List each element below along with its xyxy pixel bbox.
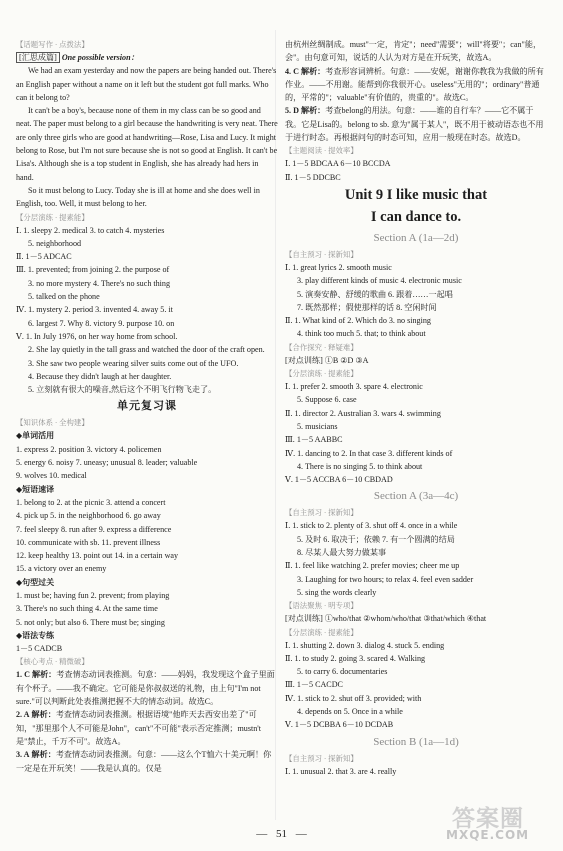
answer-line: 10. communicate with sb. 11. prevent illness <box>16 537 161 547</box>
answer-line: Ⅰ. 1. stick to 2. plenty of 3. shut off 4. once in a while <box>285 521 458 531</box>
answer-line: Ⅱ. 1. to study 2. going 3. scared 4. Walking <box>285 653 426 663</box>
answer-line: 3. no more mystery 4. There's no such thing <box>28 278 171 288</box>
answer-line: 3. play different kinds of music 4. electronic music <box>297 276 462 286</box>
answer-line: Ⅱ. 1. What kind of 2. Which do 3. no singing <box>285 316 431 326</box>
answer-line: [对点训练] ①who/that ②whom/who/that ③that/which ④that <box>285 614 487 624</box>
answer-number: 4. C <box>285 66 299 76</box>
section-header: 【 自主预习 · 探新知 】 <box>285 507 547 519</box>
answer-line: 5. Suppose 6. case <box>297 395 357 405</box>
answer-line: 5. sing the words clearly <box>297 587 377 597</box>
explanation-label: 解析： <box>31 670 57 680</box>
essay-paragraph: So it must belong to Lucy. Today she is ill at home and she does well in English, too. Well, it must belong to her. <box>16 185 260 209</box>
answer-line: 5. 及时 6. 取决于；依赖 7. 有一个圆满的结局 <box>297 534 455 544</box>
answer-line: Ⅳ. 1. stick to 2. shut off 3. provided; with <box>285 693 422 703</box>
answer-line: Ⅳ. 1. dancing to 2. In that case 3. different kinds of <box>285 448 453 458</box>
unit-title: Unit 9 I like music that <box>344 186 488 203</box>
section-header: 【 核心考点 · 精微破 】 <box>16 656 278 668</box>
answer-line: 5. to carry 6. documentaries <box>297 667 388 677</box>
section-header: 【 合作探究 · 释疑难 】 <box>285 342 547 354</box>
explanation-text: 考查形容词辨析。句意：——安妮，谢谢你教我为我做的所有作业。——不用谢。能帮到你我很开心。useless"无用的"；ordinary"普通的，平常的"；valuable"有价值的，贵重的"。故选C。 <box>285 66 544 103</box>
section-heading: Section B (1a—1d) <box>373 735 459 748</box>
answer-line: Ⅴ. 1. In July 1976, on her way home from school. <box>16 331 178 341</box>
answer-line: 1. belong to 2. at the picnic 3. attend a concert <box>16 497 166 507</box>
answer-line: Ⅲ. 1. prevented; from joining 2. the purpose of <box>16 265 170 275</box>
subsection-label: ◆短语速译 <box>16 484 55 494</box>
section-header: 【 分层演练 · 提素能 】 <box>285 627 547 639</box>
explained-answer <box>16 668 278 708</box>
answer-line: 5. musicians <box>297 421 338 431</box>
watermark-url: MXQE.COM <box>446 828 530 842</box>
section-header: 【 自主预习 · 探新知 】 <box>285 249 547 261</box>
answer-line: 5. energy 6. noisy 7. uneasy; unusual 8. leader; valuable <box>16 458 198 468</box>
section-header: 【 分层演练 · 提素能 】 <box>16 212 278 224</box>
explanation-label: 解析： <box>300 106 326 116</box>
answer-line: 9. wolves 10. medical <box>16 471 87 481</box>
explanation-label: 解析： <box>300 66 326 76</box>
essay-intro <box>16 51 278 64</box>
answer-line: 5. neighborhood <box>28 238 82 248</box>
answer-line: 3. Laughing for two hours; to relax 4. feel even sadder <box>297 574 474 584</box>
essay-paragraph: It can't be a boy's, because none of them in my class can be so good and neat. The paper must belong to a girl because the handwriting is very neat. There are only three girls who are good at handwriting—Rose, Lisa and Lucy. It might belong to Rose, but I'm not sure because she is not so good at English. It can't be Lisa's. Although she is a top student in English, she has already had hers in hand. <box>16 106 278 182</box>
answer-number: 5. D <box>285 106 299 116</box>
page-number: — 51 — <box>256 828 307 840</box>
answer-line: [对点训练] ①B ②D ③A <box>285 355 369 365</box>
answer-line: Ⅰ. 1. great lyrics 2. smooth music <box>285 262 392 272</box>
answer-line: 5. not only; but also 6. There must be; singing <box>16 617 165 627</box>
section-header: 【 话题写作 · 点拨法 】 <box>16 39 278 51</box>
review-title: 单元复习课 <box>117 400 177 413</box>
answer-number: 3. A <box>16 750 30 760</box>
answer-line: 6. largest 7. Why 8. victory 9. purpose 10. on <box>28 318 175 328</box>
subsection-label: ◆句型过关 <box>16 577 55 587</box>
answer-line: Ⅱ. 1. feel like watching 2. prefer movies; cheer me up <box>285 561 460 571</box>
answer-line: 2. She lay quietly in the tall grass and watched the door of the craft open. <box>28 345 265 355</box>
answer-line: Ⅲ. 1－5 CACDC <box>285 680 343 690</box>
answer-line: 3. She saw two people wearing silver suits come out of the UFO. <box>28 358 239 368</box>
explanation-text: 考查情态动词表推测。句意：——妈妈，我发现这个盒子里面有个杯子。——我不确定。它可能是你叔叔送的礼物，由上句"I'm not sure."可以判断此处表推测把握不大的情态动词。故选C。 <box>16 670 275 707</box>
explained-answer <box>16 748 278 775</box>
answer-line: 5. 演奏安静、舒缓的歌曲 6. 跟着……一起唱 <box>297 289 453 299</box>
answer-line: Ⅱ. 1－5 ADCAC <box>16 252 72 262</box>
answer-line: Ⅱ. 1－5 DDCBC <box>285 172 341 182</box>
answer-line: 4. There is no singing 5. to think about <box>297 461 423 471</box>
answer-line: Ⅰ. 1. shutting 2. down 3. dialog 4. stuck 5. ending <box>285 640 445 650</box>
section-heading: Section A (3a—4c) <box>373 490 459 503</box>
explanation-label: 解析： <box>31 750 56 760</box>
section-heading: Section A (1a—2d) <box>373 231 459 244</box>
answer-line: 由杭州丝绸制成。must"一定，肯定"；need"需要"；will"将要"；can"能，会"。由句意可知，说话的人认为对方是在开玩笑，故选A。 <box>285 40 542 63</box>
essay-intro-title: One possible version： <box>61 53 139 62</box>
section-header: 【 分层演练 · 提素能 】 <box>285 368 547 380</box>
section-header: 【 语法聚焦 · 明专项 】 <box>285 600 547 612</box>
answer-line: Ⅱ. 1. director 2. Australian 3. wars 4. swimming <box>285 408 441 418</box>
answer-number: 2. A <box>16 710 30 720</box>
explanation-label: 解析： <box>31 710 56 720</box>
explanation-text: 考查情态动词表推测。句意：——这么个T恤六十美元啊！你一定是在开玩笑！——我是认真的。仅是 <box>16 750 272 773</box>
answer-line: 1. must be; having fun 2. prevent; from playing <box>16 590 170 600</box>
answer-line: 1. express 2. position 3. victory 4. policemen <box>16 444 162 454</box>
section-header: 【 自主预习 · 探新知 】 <box>285 753 547 765</box>
answer-line: 5. talked on the phone <box>28 292 100 302</box>
section-header: 【 知识体系 · 全构建 】 <box>16 417 278 429</box>
answer-line: Ⅳ. 1. mystery 2. period 3. invented 4. away 5. it <box>16 305 173 315</box>
section-header: 【 主题阅读 · 提效率 】 <box>285 145 547 157</box>
left-column <box>16 38 278 775</box>
answer-line: 4. depends on 5. Once in a while <box>297 706 403 716</box>
unit-title: I can dance to. <box>370 208 462 225</box>
answer-line: 1－5 CADCB <box>16 644 63 654</box>
answer-line: 4. think too much 5. that; to think about <box>297 329 426 339</box>
answer-line: 7. feel sleepy 8. run after 9. express a difference <box>16 524 172 534</box>
answer-line: 5. 立刻就有很大的噪音,然后这个不明飞行物飞走了。 <box>28 385 217 395</box>
answer-line: Ⅰ. 1. unusual 2. that 3. are 4. really <box>285 766 397 776</box>
answer-line: Ⅴ. 1－5 DCBBA 6－10 DCDAB <box>285 720 394 730</box>
answer-line: Ⅴ. 1－5 ACCBA 6－10 CBDAD <box>285 475 393 485</box>
answer-line: 8. 尽某人最大努力做某事 <box>297 548 387 558</box>
essay-paragraph: We had an exam yesterday and now the papers are being handed out. There's an English paper without a name on it left but the student got full marks. Who can it belong to? <box>16 66 277 102</box>
subsection-label: ◆单词活用 <box>16 431 55 441</box>
explanation-text: 考查情态动词表推测。根据语境"他昨天去西安出差了"可知，"那里那个人不可能是John"，can't"不可能"表示否定推测；mustn't是"禁止，千万不可"。故选A。 <box>16 710 262 746</box>
answer-line: 3. There's no such thing 4. At the same time <box>16 604 158 614</box>
essay-intro-label: [汇思成篇] <box>16 52 60 63</box>
answer-line: Ⅰ. 1－5 BDCAA 6－10 BCCDA <box>285 159 391 169</box>
answer-line: Ⅰ. 1. sleepy 2. medical 3. to catch 4. mysteries <box>16 225 165 235</box>
answer-line: 12. keep healthy 13. point out 14. in a certain way <box>16 551 179 561</box>
explanation-text: 考查belong的用法。句意：——谁的自行车？——它不属于我。它是Lisa的。belong to sb. 意为"属于某人"，既不用于被动语态也不用于进行时态。再根据问句的时态可知，应用一般现在时态。故选D。 <box>285 106 544 143</box>
answer-line: 4. Because they didn't laugh at her daughter. <box>28 371 172 381</box>
explained-answer <box>285 104 547 144</box>
answer-line: Ⅰ. 1. prefer 2. smooth 3. spare 4. electronic <box>285 382 423 392</box>
answer-line: 15. a victory over an enemy <box>16 564 107 574</box>
page-number-value: 51 <box>276 828 287 840</box>
watermark-logo-text: 答案圈 <box>452 806 524 832</box>
explained-answer <box>16 708 278 748</box>
subsection-label: ◆语法专练 <box>16 630 55 640</box>
answer-line: 4. pick up 5. in the neighborhood 6. go away <box>16 511 161 521</box>
answer-number: 1. C <box>16 670 30 680</box>
answer-line: Ⅲ. 1－5 AABBC <box>285 435 343 445</box>
right-column <box>285 38 547 778</box>
explained-answer <box>285 65 547 105</box>
answer-line: 7. 既然那样；假使那样的话 8. 空闲时间 <box>297 302 437 312</box>
